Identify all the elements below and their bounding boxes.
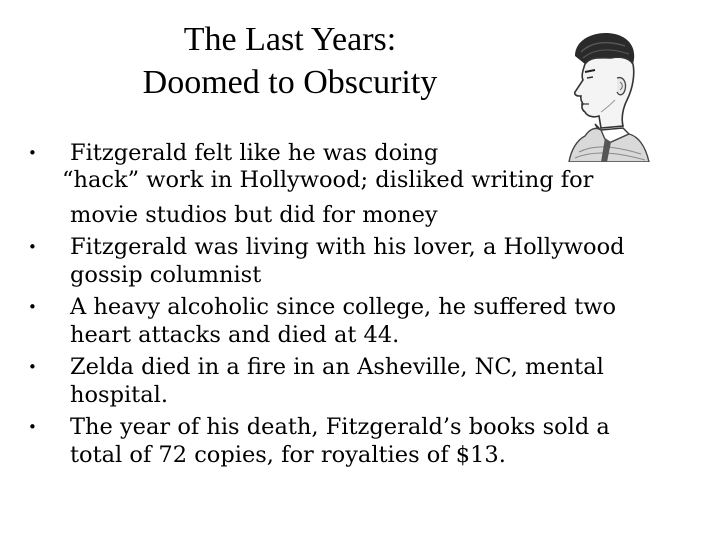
bullet-5-line-2: total of 72 copies, for royalties of $13. [70, 442, 506, 468]
bullet-4-line-2: hospital. [70, 382, 168, 408]
title-line-2: Doomed to Obscurity [142, 64, 438, 101]
bullet-marker: • [28, 144, 37, 162]
bullet-2-line-1: Fitzgerald was living with his lover, a Hollywood [70, 234, 625, 260]
bullet-4-line-1: Zelda died in a fire in an Asheville, NC, mental [70, 354, 604, 380]
bullet-marker: • [28, 238, 37, 256]
bullet-marker: • [28, 418, 37, 436]
bullet-3-line-2: heart attacks and died at 44. [70, 322, 400, 348]
bullet-2-line-2: gossip columnist [70, 262, 262, 288]
bullet-3-line-1: A heavy alcoholic since college, he suffered two [70, 294, 617, 320]
title-line-1: The Last Years: [183, 21, 397, 58]
bullet-marker: • [28, 358, 37, 376]
bullet-1-line-2: “hack” work in Hollywood; disliked writing for [62, 167, 594, 193]
bullet-5-line-1: The year of his death, Fitzgerald’s books sold a [70, 414, 610, 440]
bullet-1-line-3: movie studios but did for money [70, 202, 438, 228]
bullet-1-line-1: Fitzgerald felt like he was doing [70, 140, 439, 166]
bullet-marker: • [28, 298, 37, 316]
